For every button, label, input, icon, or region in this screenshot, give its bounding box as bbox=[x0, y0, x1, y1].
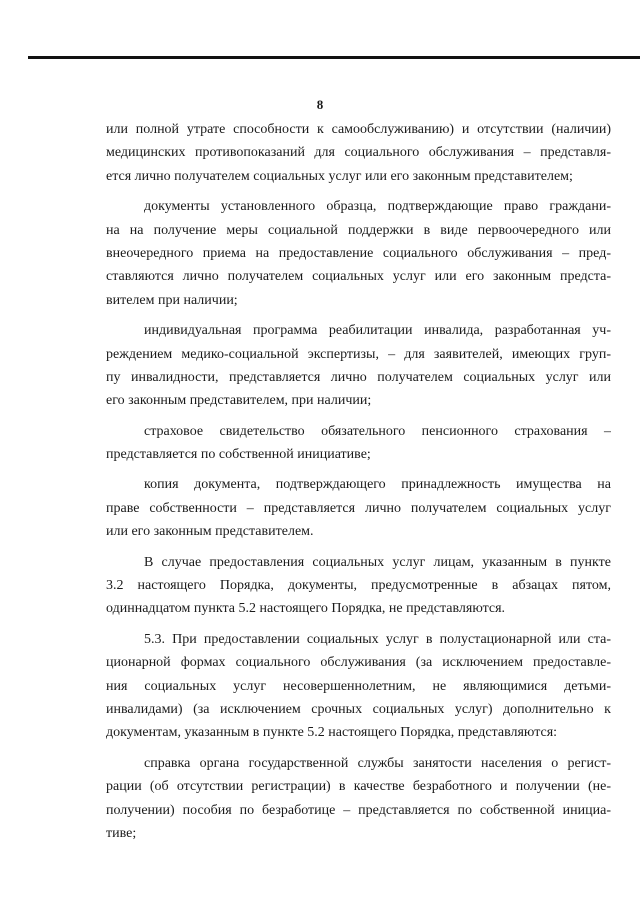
text-line: реждением медико-социальной экспертизы, – для заявителей, имеющих груп- bbox=[106, 346, 611, 362]
text-line: документам, указанным в пункте 5.2 настоящего Порядка, представляются: bbox=[106, 725, 558, 741]
text-line: индивидуальная программа реабилитации инвалида, разработанная уч- bbox=[144, 323, 611, 339]
text-line: справка органа государственной службы занятости населения о регист- bbox=[144, 755, 611, 771]
text-line: 5.3. При предоставлении социальных услуг в полустационарной или ста- bbox=[144, 631, 611, 647]
text-line: ния социальных услуг несовершеннолетним, не являющимися детьми- bbox=[106, 678, 611, 694]
text-line: на на получение меры социальной поддержки в виде первоочередного или bbox=[106, 222, 611, 238]
page-number: 8 bbox=[316, 97, 324, 112]
text-line: инвалидами) (за исключением срочных социальных услуг) дополнительно к bbox=[106, 701, 611, 717]
text-line: его законным представителем, при наличии; bbox=[106, 393, 372, 409]
text-line: одиннадцатом пункта 5.2 настоящего Порядка, не представляются. bbox=[106, 601, 506, 617]
text-line: внеочередного приема на предоставление социального обслуживания – пред- bbox=[106, 245, 611, 261]
paragraph-gap bbox=[106, 466, 611, 473]
text-line: медицинских противопоказаний для социального обслуживания – представля- bbox=[106, 145, 611, 161]
text-line: ется лично получателем социальных услуг или его законным представителем; bbox=[106, 168, 573, 184]
text-line: страховое свидетельство обязательного пенсионного страхования – bbox=[144, 423, 611, 439]
text-line: 3.2 настоящего Порядка, документы, предусмотренные в абзацах пятом, bbox=[106, 578, 611, 594]
paragraph-gap bbox=[106, 312, 611, 319]
text-line: копия документа, подтверждающего принадлежность имущества на bbox=[144, 477, 611, 493]
text-line: рации (об отсутствии регистрации) в качестве безработного и получении (не- bbox=[106, 779, 611, 795]
top-rule bbox=[28, 56, 640, 59]
paragraph-gap bbox=[106, 413, 611, 420]
text-line: В случае предоставления социальных услуг лицам, указанным в пункте bbox=[144, 554, 611, 570]
text-line: или его законным представителем. bbox=[106, 524, 314, 540]
text-line: ставляются лично получателем социальных услуг или его законным предста- bbox=[106, 269, 611, 285]
text-line: ционарной формах социального обслуживания (за исключением предоставле- bbox=[106, 655, 611, 671]
text-line: получении) пособия по безработице – представляется по собственной инициа- bbox=[106, 802, 611, 818]
text-line: представляется по собственной инициативе; bbox=[106, 447, 371, 463]
text-line: тиве; bbox=[106, 825, 137, 841]
paragraph-gap bbox=[106, 188, 611, 195]
paragraph-gap bbox=[106, 621, 611, 628]
document-body bbox=[106, 118, 611, 845]
text-line: или полной утрате способности к самообслуживанию) и отсутствии (наличии) bbox=[106, 122, 611, 137]
paragraph-gap bbox=[106, 544, 611, 551]
paragraph-gap bbox=[106, 745, 611, 752]
text-line: вителем при наличии; bbox=[106, 292, 238, 308]
text-line: документы установленного образца, подтверждающие право граждани- bbox=[144, 199, 611, 215]
text-line: пу инвалидности, представляется лично получателем социальных услуг или bbox=[106, 369, 611, 385]
text-line: праве собственности – представляется лично получателем социальных услуг bbox=[106, 500, 611, 516]
